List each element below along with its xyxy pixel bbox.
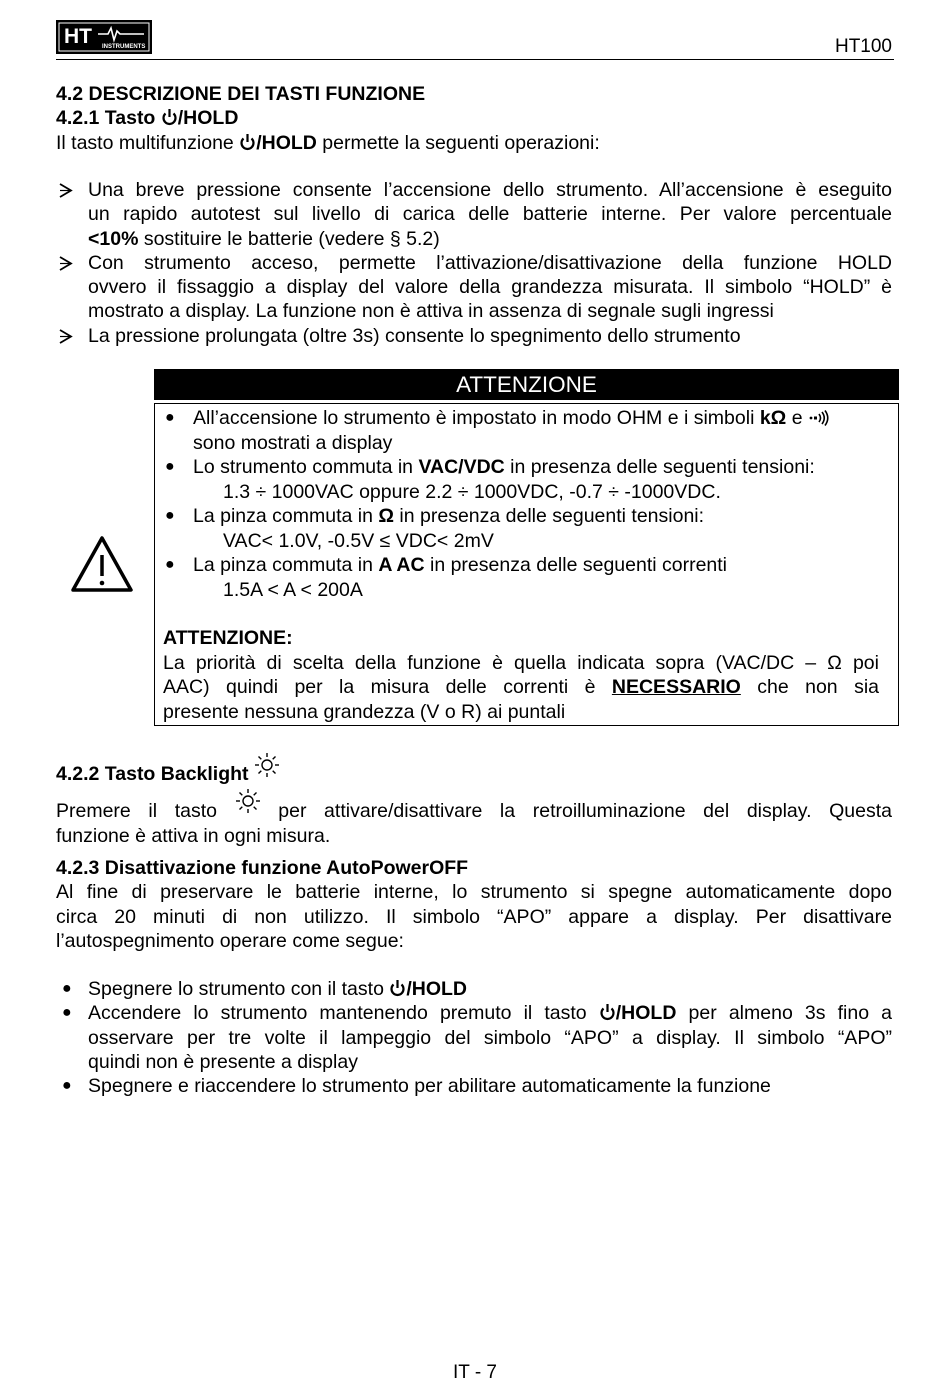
bullet-dot-icon: ●	[62, 1077, 72, 1095]
backlight-paragraph: Premere il tasto per attivare/disattivare la retroilluminazione del display. Questa	[56, 788, 892, 823]
power-icon	[161, 108, 178, 126]
continuity-buzzer-icon	[808, 410, 832, 426]
bullet-dot-icon: ●	[62, 980, 72, 997]
power-icon	[599, 1003, 616, 1021]
section-title: 4.2 DESCRIZIONE DEI TASTI FUNZIONE	[56, 83, 426, 105]
power-icon	[239, 133, 256, 151]
arrow-bullet-icon	[56, 324, 76, 348]
list-item: Con strumento acceso, permette l’attivazione/disattivazione della funzione HOLD ovvero il fissaggio a display del valore della grandezza misurata. Il simbolo “HOLD” è mostrato a display. La funzione non è attiva in assenza di segnale sugli ingressi	[56, 251, 892, 324]
warning-box: ● All’accensione lo strumento è impostato in modo OHM e i simboli kΩ e sono mostrati a display ● Lo strumento commuta in VAC/VDC in presenza delle seguenti tensioni: 1.3 ÷ 1000VAC oppure 2.2 ÷ 1000VDC, -0.7 ÷ -1000VDC. ● La pinza commuta in Ω in presenza delle seguenti tensioni: VAC< 1.0V, -0.5V ≤ VDC< 2mV ● La pinza commuta in A AC in presenza delle seguenti correnti 1.5A < A < 200A ATTENZIONE: La priorità di scelta della funzione è quella indicata sopra (VAC/DC – Ω poi AAC) quindi per la misura delle correnti è NECESSARIO che non sia presente nessuna grandezza (V o R) ai puntali	[154, 403, 899, 726]
arrow-bullet-icon	[56, 178, 76, 202]
list-item: ● Lo strumento commuta in VAC/VDC in presenza delle seguenti tensioni: 1.3 ÷ 1000VAC oppure 2.2 ÷ 1000VDC, -0.7 ÷ -1000VDC.	[165, 456, 815, 503]
bullet-dot-icon: ●	[165, 507, 175, 524]
header-rule	[56, 59, 894, 60]
warning-banner: ATTENZIONE	[154, 369, 899, 400]
autopoweroff-steps-list	[56, 977, 892, 1098]
bullet-dot-icon: ●	[165, 409, 175, 426]
section-4-2-2: 4.2.2 Tasto Backlight Premere il tasto per attivare/disattivare la retroilluminazione del display. Questa funzione è attiva in ogni misura.	[56, 752, 892, 848]
list-item: ● Spegnere lo strumento con il tasto /HOLD	[62, 978, 468, 1000]
bullet-dot-icon: ●	[165, 556, 175, 573]
svg-text:HT: HT	[64, 25, 92, 48]
arrow-bullet-icon	[56, 251, 76, 275]
power-icon	[389, 979, 406, 997]
svg-text:INSTRUMENTS: INSTRUMENTS	[102, 44, 146, 50]
attention-text: La priorità di scelta della funzione è quella indicata sopra (VAC/DC – Ω poi	[163, 651, 879, 674]
list-item: ● Spegnere e riaccendere lo strumento per abilitare automaticamente la funzione	[62, 1075, 771, 1098]
bullet-dot-icon: ●	[62, 1004, 72, 1022]
list-item: Una breve pressione consente l’accensione dello strumento. All’accensione è eseguito un rapido autotest sul livello di carica delle batterie interne. Per valore percentuale <10% sostituire le batterie (vedere § 5.2)	[56, 178, 892, 251]
section-4-2-3: 4.2.3 Disattivazione funzione AutoPowerOFF Al fine di preservare le batterie interne, lo strumento si spegne automaticamente dopo circa 20 minuti di non utilizzo. Il simbolo “APO” appare a display. Per disattivare l’autospegnimento operare come segue:	[56, 857, 892, 952]
section-4-2	[56, 82, 892, 155]
warning-list	[163, 406, 879, 602]
page-number: IT - 7	[453, 1362, 497, 1383]
model-name: HT100	[834, 36, 892, 57]
key-operations-list	[56, 178, 892, 348]
attention-title: ATTENZIONE:	[163, 627, 293, 649]
list-item: ● All’accensione lo strumento è impostato in modo OHM e i simboli kΩ e sono mostrati a display	[163, 406, 879, 455]
ht-instruments-logo	[56, 20, 152, 54]
subsection-title-4-2-2: 4.2.2 Tasto Backlight	[56, 752, 892, 786]
list-item: ● La pinza commuta in Ω in presenza delle seguenti tensioni: VAC< 1.0V, -0.5V ≤ VDC< 2mV	[165, 505, 705, 552]
list-item: ● Accendere lo strumento mantenendo premuto il tasto /HOLD per almeno 3s fino a osservare per tre volte il lampeggio del simbolo “APO” a display. Il simbolo “APO” quindi non è presente a display	[62, 1002, 892, 1073]
backlight-sun-icon	[254, 752, 280, 778]
subsection-title-4-2-3: 4.2.3 Disattivazione funzione AutoPowerOFF	[56, 857, 469, 879]
intro-paragraph: Il tasto multifunzione /HOLD permette la seguenti operazioni:	[56, 131, 600, 154]
bullet-dot-icon: ●	[165, 458, 175, 475]
subsection-title-4-2-1: 4.2.1 Tasto /HOLD	[56, 107, 239, 130]
list-item: ● La pinza commuta in A AC in presenza delle seguenti correnti 1.5A < A < 200A	[165, 554, 728, 601]
backlight-sun-icon	[235, 788, 261, 814]
list-item: La pressione prolungata (oltre 3s) consente lo spegnimento dello strumento	[56, 324, 892, 348]
warning-triangle-icon	[70, 535, 134, 593]
